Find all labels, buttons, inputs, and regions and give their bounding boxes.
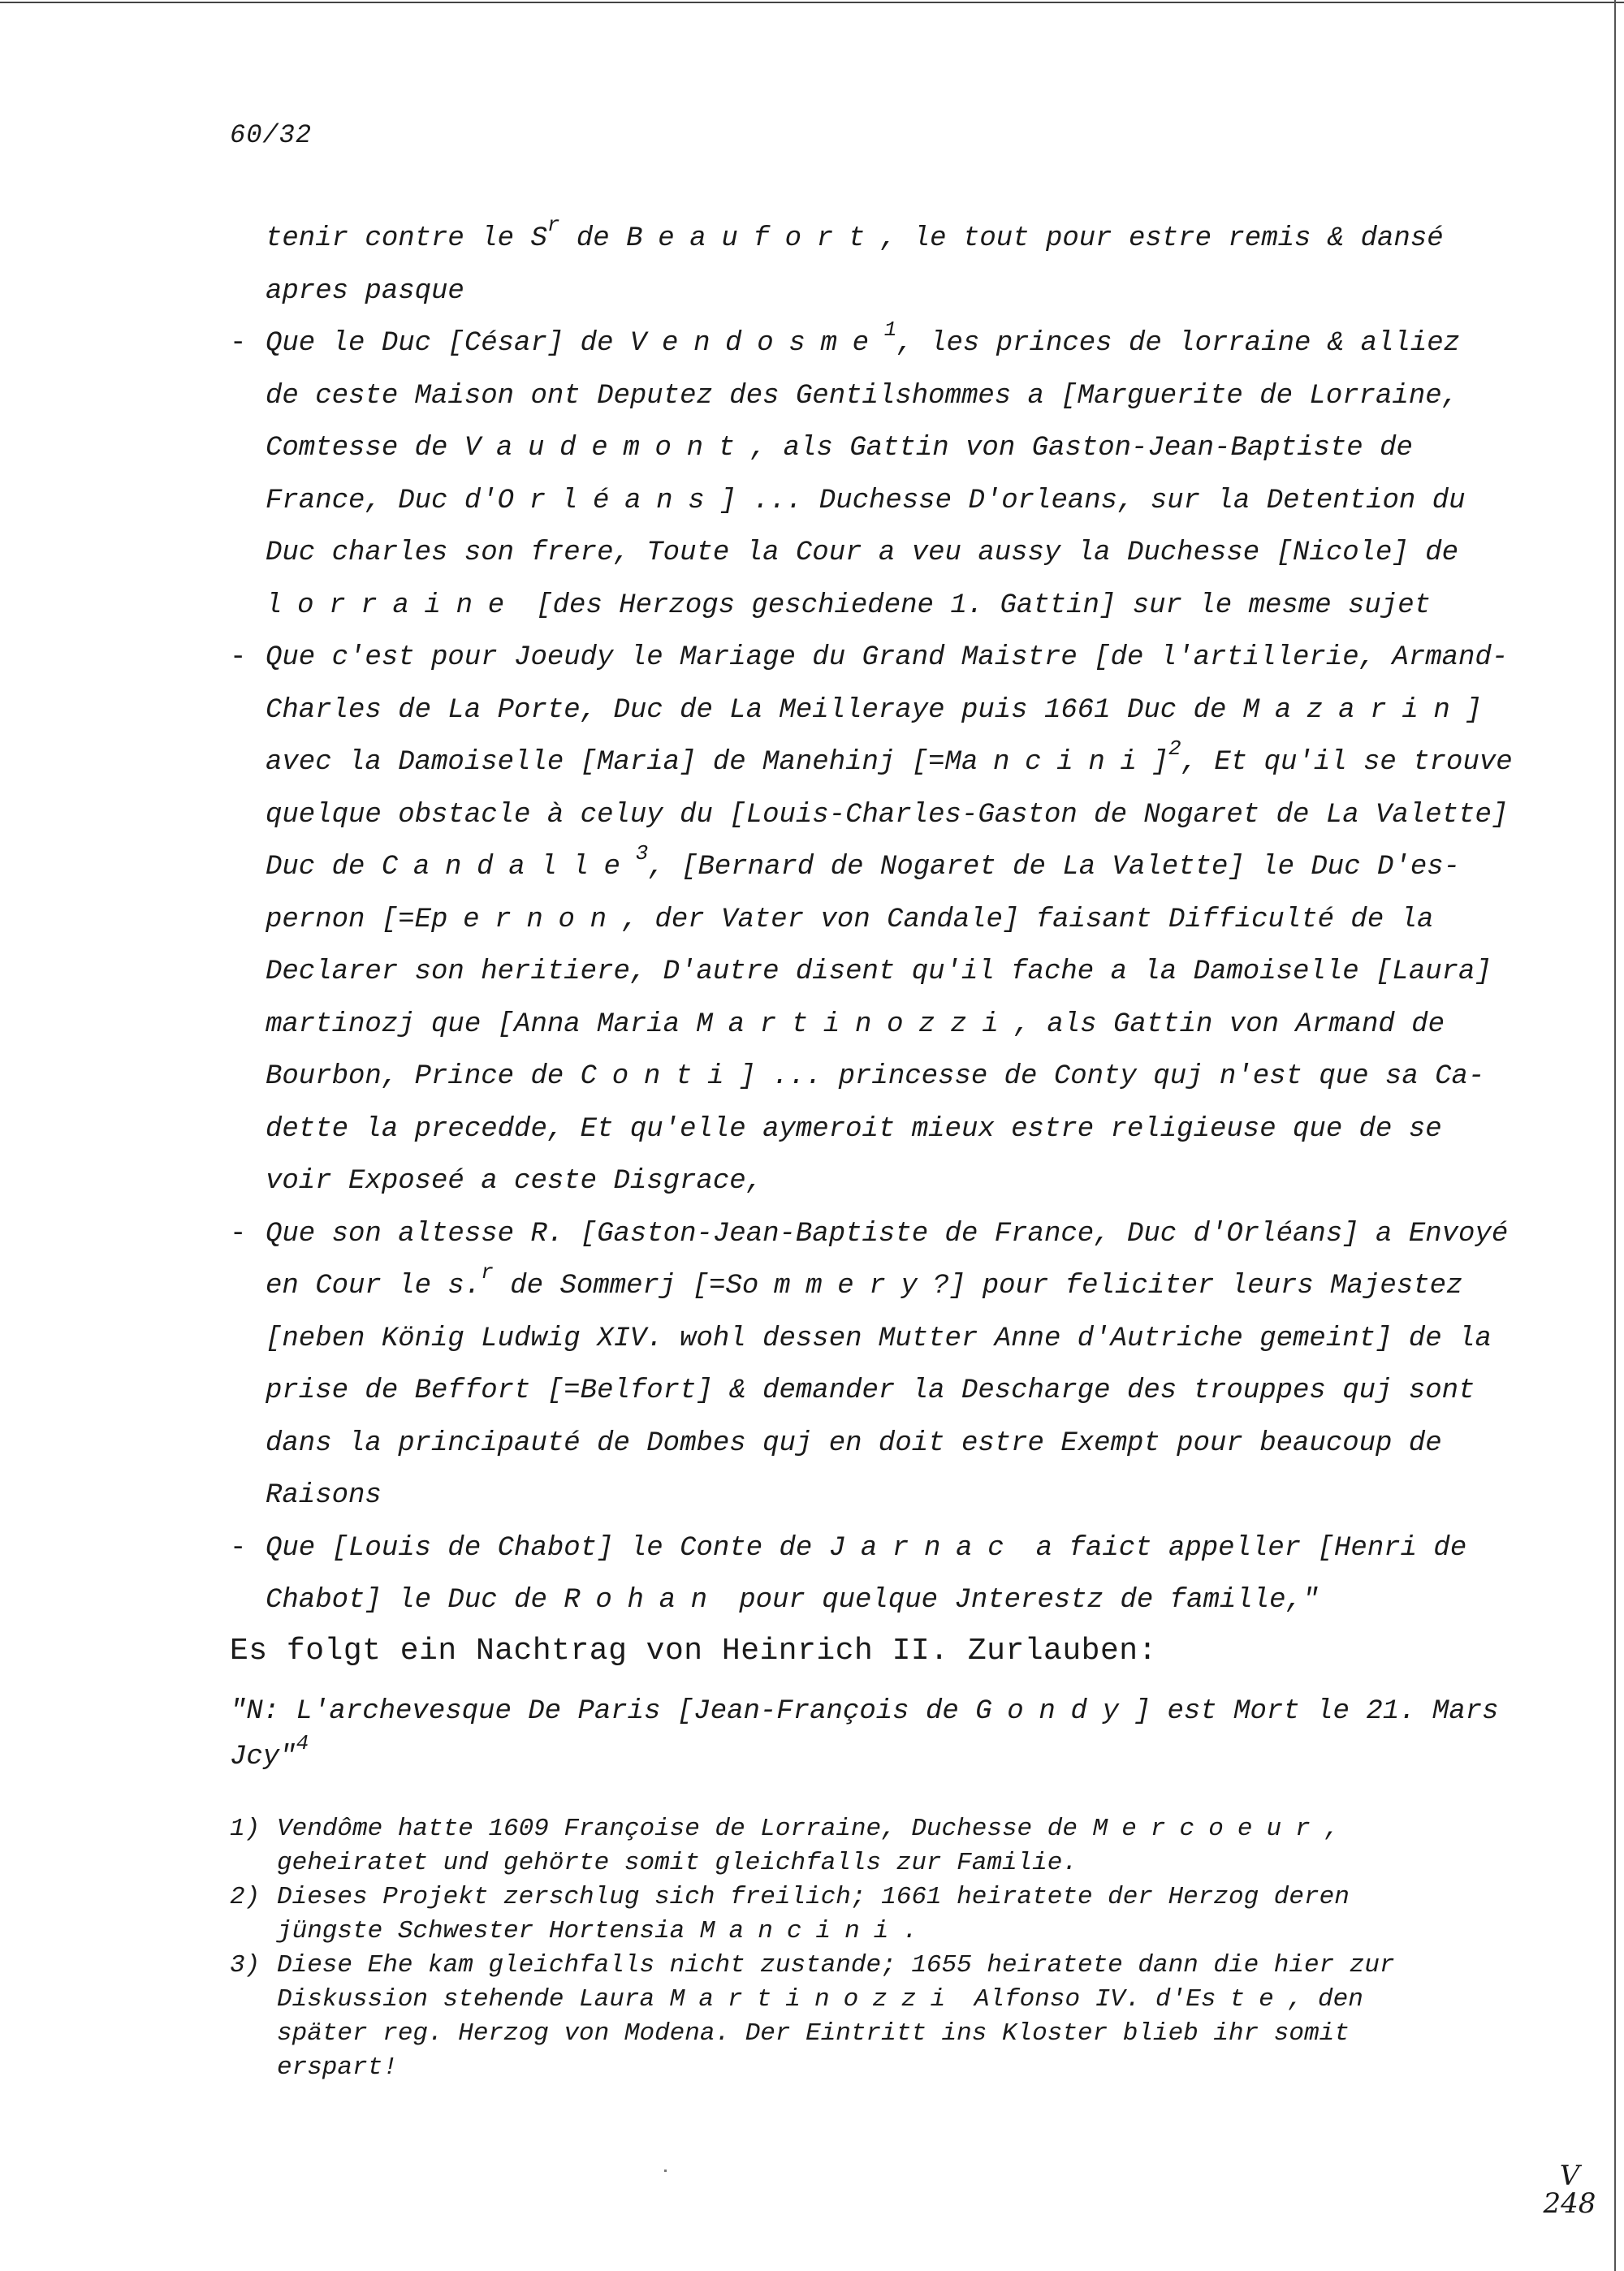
footnote-line [230,1949,1529,1983]
spaced-name: Vaudemont [464,433,750,464]
text-run: Que [Louis de Chabot] le Conte de [266,1532,829,1564]
spaced-name: Conti [580,1061,740,1092]
text-run: dette la precedde, Et qu'elle aymeroit mieux estre religieuse que de se [266,1113,1442,1145]
quote-line [230,789,1509,842]
text-run: , der Vater von Candale] faisant Difficulté de la [621,904,1434,935]
text-run: , als Gattin von Armand de [1013,1008,1445,1040]
text-run: martinozj que [Anna Maria [266,1008,697,1040]
text-run: Raisons [266,1480,382,1511]
text-run: France, Duc d' [266,485,498,516]
spaced-name: Orléans [497,485,720,516]
quote-line [230,317,1497,370]
text-run: [neben König Ludwig XIV. wohl dessen Mutter Anne d'Autriche gemeint] de la [266,1323,1492,1354]
text-run: , Et qu'il se trouve [1181,747,1513,778]
quote-line [230,1313,1497,1366]
quote-line [230,1522,1497,1575]
spaced-name: Beaufort [626,223,880,254]
quote-line [230,894,1497,947]
text-run: Diskussion stehende Laura [277,1985,670,2014]
quote-line [230,684,1497,737]
spaced-name: ancini [961,747,1152,778]
quote-line [230,1470,1497,1522]
quote-line [230,946,1497,999]
quote-line [230,1574,1497,1627]
archive-mark-top: V [1559,2160,1580,2192]
page-top-rule [0,2,1624,3]
text-run: Diese Ehe kam gleichfalls nicht zustande; 1655 heiratete dann die hier zur [277,1951,1395,1980]
text-run: Que c'est pour Joeudy le Mariage du Grand Maistre [de l'artillerie, Armand- [266,642,1509,673]
quote-line [230,580,1497,633]
text-run: erspart! [277,2053,398,2082]
text-run: , le tout pour estre remis & dansé [879,223,1444,254]
footnote-line [230,2017,1529,2051]
quote-line [230,1051,1497,1103]
text-run: Jcy" [230,1742,296,1772]
text-run: Dieses Projekt zerschlug sich freilich; 1661 heiratete der Herzog deren [277,1883,1350,1911]
spaced-name: Martinozzi [696,1008,1014,1040]
footnote-ref: r [546,212,560,237]
text-run: de [559,223,627,254]
text-run: , les princes de lorraine & alliez [896,328,1461,359]
text-run: quelque obstacle à celuy du [Louis-Charles-Gaston de Nogaret de La Valette] [266,799,1509,831]
quote-line [230,1103,1497,1156]
page-number: 60/32 [230,120,313,150]
text-run: Vendôme hatte 1609 Françoise de Lorraine, Duchesse de [277,1815,1093,1843]
text-run: , als Gattin von Gaston-Jean-Baptiste de [749,433,1413,464]
quote-line [230,1260,1497,1313]
spaced-name: Martinozzi [669,1985,960,2014]
list-bullet: - [230,1532,247,1564]
footnote-line [230,1983,1529,2017]
text-run: pour quelque Jnterestz de famille," [722,1585,1320,1616]
text-run: prise de Beffort [=Belfort] & demander la Descharge des trouppes quj sont [266,1375,1475,1406]
spaced-name: Mancini [699,1917,903,1945]
paper-speck [664,2170,667,2172]
text-run: a faict appeller [Henri de [1019,1532,1467,1564]
text-run: Duc charles son frere, Toute la Cour a veu aussy la Duchesse [Nicole] de [266,538,1459,568]
text-run: Chabot] le Duc de [266,1585,564,1616]
spaced-name: ste [1200,1985,1288,2014]
quote-line [230,1208,1509,1261]
footnote-ref: 3 [635,840,649,866]
text-run: ] ... Duchesse D'orleans, sur la Detention du [719,485,1466,516]
spaced-name: Jarnac [828,1532,1020,1564]
footnote-number: 3) [230,1951,261,1980]
spaced-name: Gondy [975,1696,1134,1727]
spaced-name: Mercoeur [1092,1815,1324,1843]
spaced-name: pernon [431,904,622,935]
spaced-name: Candalle [381,852,636,883]
footnote-ref: r [481,1259,494,1284]
text-run: ] [1465,694,1482,726]
text-run: ] ... princesse de Conty quj n'est que sa Ca- [739,1061,1485,1092]
text-run: Charles de La Porte, Duc de La Meilleraye puis 1661 Duc de [266,694,1243,726]
quote-line [230,1365,1497,1418]
quote-line [230,527,1497,580]
footnote-number: 2) [230,1883,261,1911]
text-run: geheiratet und gehörte somit gleichfalls zur Familie. [277,1849,1078,1877]
text-run: apres pasque [266,275,464,307]
quoted-letter-text [230,212,1513,1627]
footnote-line [230,1915,1529,1949]
text-run: pernon [=E [266,904,432,935]
footnote-number: 1) [230,1815,261,1843]
text-run: , den [1287,1985,1363,2014]
list-bullet: - [230,642,247,673]
footnote-line [230,1880,1529,1915]
footnote-ref: 1 [883,317,897,342]
quote-line [230,475,1497,528]
text-run: jüngste Schwester Hortensia [277,1917,700,1945]
text-run: Que le Duc [César] de [266,328,630,359]
quote-line [230,1418,1497,1470]
text-run: "N: L'archevesque De Paris [Jean-François de [230,1696,976,1727]
footnote-ref: 2 [1168,736,1181,761]
text-run: . [902,1917,918,1945]
text-run: ] [1151,747,1168,778]
text-run: , [Bernard de Nogaret de La Valette] le Duc D'es- [648,852,1461,883]
quote-line [230,999,1497,1051]
text-run: Bourbon, Prince de [266,1061,581,1092]
note-line [230,1730,1497,1780]
text-run: de Sommerj [=S [493,1271,742,1302]
quote-line [230,370,1497,423]
spaced-name: ommery [741,1271,933,1302]
quote-line [230,422,1497,475]
text-run: de ceste Maison ont Deputez des Gentilshommes a [Marguerite de Lorraine, [266,380,1459,412]
spaced-name: Mazarin [1242,694,1466,726]
spaced-name: lorraine [266,589,520,621]
archive-mark-number: 248 [1543,2187,1596,2220]
quote-line [230,213,1497,266]
footnotes [230,1812,1529,2085]
handwritten-archive-mark [1537,2160,1602,2220]
quote-line [230,1155,1497,1208]
quote-line [230,632,1509,684]
text-run: tenir contre le S [266,223,547,254]
text-run: Declarer son heritiere, D'autre disent qu'il fache a la Damoiselle [Laura] [266,956,1492,987]
appended-note [230,1689,1497,1780]
text-run: ?] pour feliciter leurs Majestez [932,1271,1463,1302]
footnote-ref: 4 [296,1730,309,1755]
quote-line [230,736,1513,789]
note-line [230,1689,1497,1734]
quote-line [230,841,1497,894]
spaced-name: Rohan [564,1585,723,1616]
text-run: Comtesse de [266,433,464,464]
text-run: dans la principauté de Dombes quj en doit estre Exempt pour beaucoup de [266,1427,1442,1459]
text-run: voir Exposeé a ceste Disgrace, [266,1166,763,1197]
quote-line [230,266,1497,318]
text-run: , [1324,1815,1340,1843]
text-run: später reg. Herzog von Modena. Der Eintritt ins Kloster blieb ihr somit [277,2019,1350,2048]
text-run: Que son altesse R. [Gaston-Jean-Baptiste de France, Duc d'Orléans] a Envoyé [266,1218,1509,1250]
footnote-line [230,1812,1529,1846]
text-run: Duc de [266,852,382,883]
spaced-name: Vendosme [629,328,884,359]
list-bullet: - [230,328,247,359]
footnote-line [230,2051,1529,2085]
text-run: Alfonso IV. d'E [959,1985,1201,2014]
text-run: ] est Mort le 21. Mars [1134,1696,1499,1727]
text-run: en Cour le s. [266,1271,482,1302]
text-run: [des Herzogs geschiedene 1. Gattin] sur le mesme sujet [519,589,1432,621]
footnote-line [230,1846,1529,1880]
text-run: avec la Damoiselle [Maria] de Manehinj [=M [266,747,961,778]
page-right-rule [1614,0,1616,2271]
list-bullet: - [230,1218,247,1250]
section-heading: Es folgt ein Nachtrag von Heinrich II. Zurlauben: [230,1634,1157,1669]
